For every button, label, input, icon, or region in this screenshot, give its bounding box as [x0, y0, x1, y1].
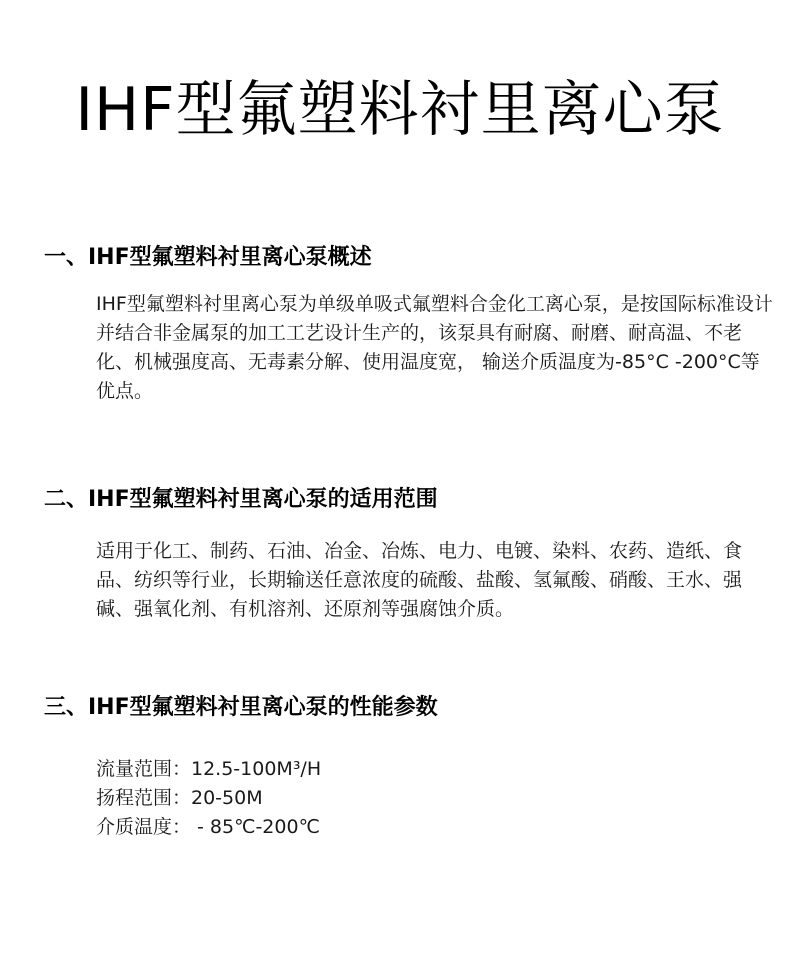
section-heading-overview: 一、IHF型氟塑料衬里离心泵概述 [44, 245, 372, 270]
param-head-range: 扬程范围：20-50M [96, 787, 263, 809]
overview-paragraph: IHF型氟塑料衬里离心泵为单级单吸式氟塑料合金化工离心泵，是按国际标准设计并结合非金属泵的加工工艺设计生产的，该泵具有耐腐、耐磨、耐高温、不老化、机械强度高、无毒素分解、使用温度宽， 输送介质温度为-85°C -200°C等优点。 [96, 293, 773, 402]
section-heading-applications: 二、IHF型氟塑料衬里离心泵的适用范围 [44, 487, 438, 512]
param-medium-temperature: 介质温度： - 85℃-200℃ [96, 816, 320, 838]
section-heading-performance: 三、IHF型氟塑料衬里离心泵的性能参数 [44, 695, 438, 720]
param-flow-range: 流量范围：12.5-100M³/H [96, 758, 322, 780]
section-body-applications [96, 537, 776, 624]
performance-param-list [96, 755, 696, 842]
section-body-overview [96, 290, 776, 406]
page-title: IHF型氟塑料衬里离心泵 [75, 75, 725, 145]
applications-paragraph: 适用于化工、制药、石油、冶金、冶炼、电力、电镀、染料、农药、造纸、食品、纺织等行业，长期输送任意浓度的硫酸、盐酸、氢氟酸、硝酸、王水、强碱、强氧化剂、有机溶剂、还原剂等强腐蚀介质。 [96, 540, 743, 620]
